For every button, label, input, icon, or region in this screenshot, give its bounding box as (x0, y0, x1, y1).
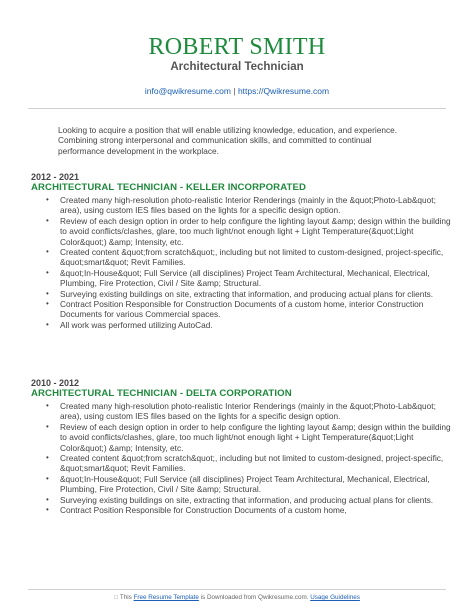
bullet-text: Review of each design option in order to help configure the lighting layout &amp; design within the building to avoid conflicts/clashes, glare, too much light/not enough light + Light Temperature(&quot;Light Color&quot;) &amp; Intensity, etc. (60, 215, 451, 247)
bullet-text: Created content &quot;from scratch&quot;, including but not limited to custom-designed, project-specific, &quot;smart&quot; Revit Families. (60, 453, 444, 474)
candidate-name: ROBERT SMITH (148, 34, 326, 60)
bullet-icon: • (46, 453, 49, 463)
summary-text: Looking to acquire a position that will enable utilizing knowledge, education, and experience. Combining strong interpersonal and communication skills, and committed to continual performance development in the workplace. (58, 125, 398, 156)
bullet-icon: • (46, 421, 49, 431)
bullet-icon: • (46, 267, 49, 277)
email-link[interactable]: info@qwikresume.com (144, 86, 231, 96)
usage-guidelines-link[interactable]: Usage Guidelines (310, 594, 360, 601)
bullet-icon: • (46, 494, 49, 504)
job-years: 2012 - 2021 (31, 172, 80, 182)
footer-middle: is Downloaded from Qwikresume.com. (198, 594, 311, 601)
list-item (31, 495, 451, 505)
free-template-link[interactable]: Free Resume Template (133, 594, 199, 601)
bullet-text: Surveying existing buildings on site, extracting that information, and producing actual plans for clients. (60, 288, 434, 299)
bullet-text: All work was performed utilizing AutoCad. (60, 319, 213, 330)
job-bullet-list (31, 195, 451, 330)
bullet-icon: • (46, 299, 49, 309)
job-title: ARCHITECTURAL TECHNICIAN - KELLER INCORPORATED (31, 182, 306, 193)
contact-separator: | (231, 86, 238, 96)
job-entry-1 (31, 172, 451, 330)
contact-line (0, 86, 474, 97)
job-bullet-list (31, 401, 451, 515)
list-item (31, 195, 451, 216)
website-link[interactable]: https://Qwikresume.com (237, 86, 330, 96)
bullet-icon: • (46, 247, 49, 257)
bullet-text: Surveying existing buildings on site, extracting that information, and producing actual plans for clients. (60, 494, 434, 505)
footer-prefix: This (119, 594, 134, 601)
list-item (31, 289, 451, 299)
bullet-text: &quot;In-House&quot; Full Service (all disciplines) Project Team Architectural, Mechanical, Electrical, Plumbing, Fire Protection, Civil / Site &amp; Structural. (60, 267, 430, 289)
bullet-icon: • (46, 319, 49, 329)
list-item (31, 299, 451, 320)
bullet-text: Review of each design option in order to help configure the lighting layout &amp; design within the building to avoid conflicts/clashes, glare, too much light/not enough light + Light Temperature(&quot;Light Color&quot;) &amp; Intensity, etc. (60, 421, 451, 453)
bullet-icon: • (46, 505, 49, 515)
list-item (31, 268, 451, 289)
bullet-text: &quot;In-House&quot; Full Service (all disciplines) Project Team Architectural, Mechanical, Electrical, Plumbing, Fire Protection, Civil / Site &amp; Structural. (60, 473, 430, 495)
bullet-icon: • (46, 473, 49, 483)
job-title: ARCHITECTURAL TECHNICIAN - DELTA CORPORATION (31, 388, 292, 399)
bullet-icon: • (46, 215, 49, 225)
list-item (31, 320, 451, 330)
job-years: 2010 - 2012 (31, 378, 80, 388)
bullet-text: Created many high-resolution photo-realistic Interior Renderings (mainly in the &quot;Photo-Lab&quot; area), using custom IES files based on the lights for a specific design option. (60, 195, 436, 216)
bullet-text: Created many high-resolution photo-realistic Interior Renderings (mainly in the &quot;Photo-Lab&quot; area), using custom IES files based on the lights for a specific design option. (60, 401, 436, 422)
list-item (31, 505, 451, 515)
document-icon: □ (114, 594, 118, 601)
list-item (31, 453, 451, 474)
summary-section (58, 125, 418, 156)
bullet-text: Contract Position Responsible for Construction Documents of a custom home, interior Construction Documents for various Commercial spaces. (60, 299, 424, 320)
header-divider (28, 108, 446, 109)
candidate-title: Architectural Technician (170, 61, 304, 73)
bullet-text: Contract Position Responsible for Construction Documents of a custom home, (60, 505, 347, 516)
bullet-icon: • (46, 195, 49, 204)
list-item (31, 247, 451, 268)
list-item (31, 216, 451, 247)
list-item (31, 401, 451, 422)
list-item (31, 422, 451, 453)
list-item (31, 474, 451, 495)
footer-divider (28, 589, 446, 590)
bullet-text: Created content &quot;from scratch&quot;, including but not limited to custom-designed, project-specific, &quot;smart&quot; Revit Families. (60, 247, 444, 268)
bullet-icon: • (46, 401, 49, 410)
job-entry-2 (31, 378, 451, 515)
footer (0, 594, 474, 602)
bullet-icon: • (46, 288, 49, 298)
